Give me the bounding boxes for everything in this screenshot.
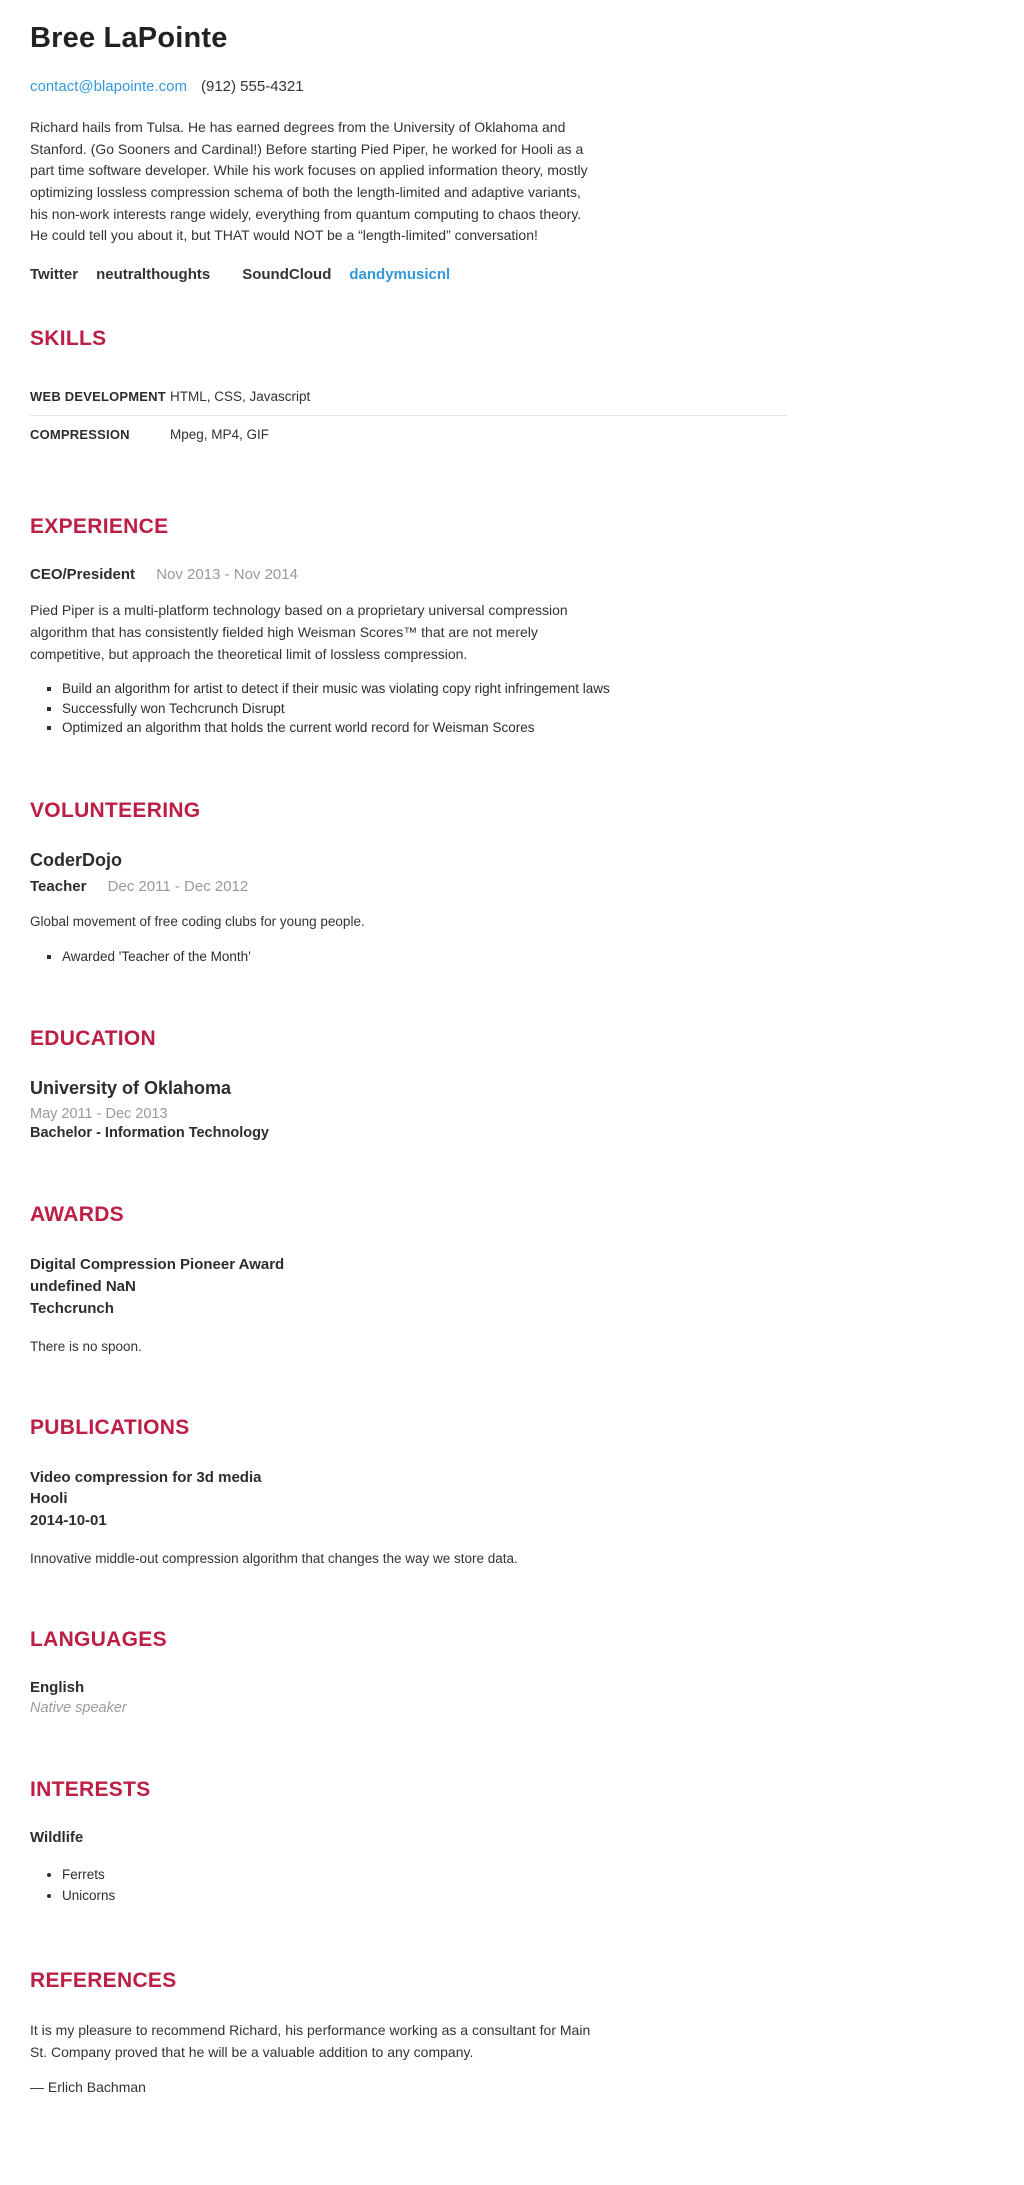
- volunteering-position-row: [30, 878, 994, 895]
- organization-name: CoderDojo: [30, 849, 122, 870]
- profile-twitter: [30, 266, 210, 283]
- summary-text: Richard hails from Tulsa. He has earned degrees from the University of Oklahoma and Stanford. (Go Sooners and Cardinal!) Before starting Pied Piper, he worked for Hooli as a part time software developer. While his work focuses on applied information theory, mostly optimizing lossless compression schema of both the length-limited and adaptive variants, his non-work interests range widely, everything from quantum computing to chaos theory. He could tell you about it, but THAT would NOT be a “length-limited” conversation!: [30, 119, 588, 244]
- experience-summary: Pied Piper is a multi-platform technology based on a proprietary universal compression algorithm that has consistently fielded high Weisman Scores™ that are not merely competitive, but approach the theoretical limit of lossless compression.: [30, 602, 568, 662]
- skill-keywords: HTML, CSS, Javascript: [170, 389, 311, 405]
- skill-row: [30, 378, 787, 416]
- reference-text: It is my pleasure to recommend Richard, his performance working as a consultant for Main St. Company proved that he will be a valuable addition to any company.: [30, 2021, 591, 2060]
- contact-row: [30, 78, 994, 95]
- highlight-item: ▪ Optimized an algorithm that holds the current world record for Weisman Scores: [62, 719, 994, 737]
- interest-item: • Unicorns: [62, 1885, 994, 1907]
- skill-keywords: Mpeg, MP4, GIF: [170, 427, 270, 443]
- interest-name: Wildlife: [30, 1828, 84, 1846]
- award-summary: There is no spoon.: [30, 1338, 142, 1354]
- section-awards: [30, 1203, 994, 1353]
- publications-heading: PUBLICATIONS: [30, 1415, 190, 1439]
- volunteering-summary: Global movement of free coding clubs for young people.: [30, 913, 365, 929]
- profile-soundcloud: [242, 266, 450, 283]
- experience-position-row: [30, 566, 994, 583]
- experience-heading: EXPERIENCE: [30, 515, 169, 539]
- section-experience: [30, 515, 994, 737]
- interest-keywords: [30, 1864, 994, 1907]
- interests-heading: INTERESTS: [30, 1777, 151, 1801]
- skill-row: [30, 416, 787, 453]
- section-interests: [30, 1778, 994, 1907]
- publication-summary: Innovative middle-out compression algorithm that changes the way we store data.: [30, 1550, 518, 1566]
- publication-publisher: Hooli: [30, 1490, 68, 1508]
- position-dates: Nov 2013 - Nov 2014: [156, 566, 298, 584]
- language-fluency: Native speaker: [30, 1699, 127, 1716]
- awards-heading: AWARDS: [30, 1203, 124, 1227]
- award-date: undefined NaN: [30, 1278, 136, 1296]
- volunteering-heading: VOLUNTEERING: [30, 798, 201, 822]
- profile-network-label: Twitter: [30, 266, 79, 284]
- education-heading: EDUCATION: [30, 1027, 156, 1051]
- profile-network-label: SoundCloud: [242, 266, 332, 284]
- education-dates: May 2011 - Dec 2013: [30, 1106, 168, 1123]
- reference-signature: — Erlich Bachman: [30, 2079, 146, 2096]
- position-title: Teacher: [30, 877, 87, 895]
- profiles-row: [30, 266, 994, 283]
- section-references: [30, 1969, 994, 2095]
- award-title: Digital Compression Pioneer Award: [30, 1256, 285, 1274]
- language-name: English: [30, 1678, 85, 1696]
- award-awarder: Techcrunch: [30, 1299, 114, 1317]
- highlight-item: ▪ Successfully won Techcrunch Disrupt: [62, 700, 994, 718]
- highlight-item: ▪ Build an algorithm for artist to detect if their music was violating copy right infringement laws: [62, 680, 994, 698]
- experience-highlights: [30, 680, 994, 737]
- skill-name: WEB DEVELOPMENT: [30, 389, 166, 405]
- section-skills: [30, 327, 994, 453]
- profile-username: neutralthoughts: [96, 266, 211, 284]
- highlight-item: ▪ Awarded 'Teacher of the Month': [62, 948, 994, 966]
- references-heading: REFERENCES: [30, 1968, 177, 1992]
- page-title: Bree LaPointe: [30, 22, 228, 54]
- publication-title: Video compression for 3d media: [30, 1468, 262, 1486]
- interest-item: • Ferrets: [62, 1864, 994, 1886]
- position-title: CEO/President: [30, 566, 136, 584]
- section-volunteering: [30, 799, 994, 965]
- profile-username-link[interactable]: dandymusicnl: [349, 266, 451, 284]
- volunteering-highlights: [30, 948, 994, 966]
- skills-table: [30, 378, 787, 453]
- section-education: [30, 1027, 994, 1141]
- skills-heading: SKILLS: [30, 327, 107, 351]
- section-publications: [30, 1416, 994, 1566]
- email-link[interactable]: contact@blapointe.com: [30, 78, 187, 95]
- education-degree: Bachelor - Information Technology: [30, 1125, 269, 1142]
- publication-date: 2014-10-01: [30, 1512, 107, 1530]
- institution-name: University of Oklahoma: [30, 1078, 232, 1099]
- languages-heading: LANGUAGES: [30, 1627, 167, 1651]
- section-languages: [30, 1628, 994, 1716]
- position-dates: Dec 2011 - Dec 2012: [107, 877, 249, 895]
- phone-number: (912) 555-4321: [200, 78, 304, 95]
- skill-name: COMPRESSION: [30, 427, 130, 443]
